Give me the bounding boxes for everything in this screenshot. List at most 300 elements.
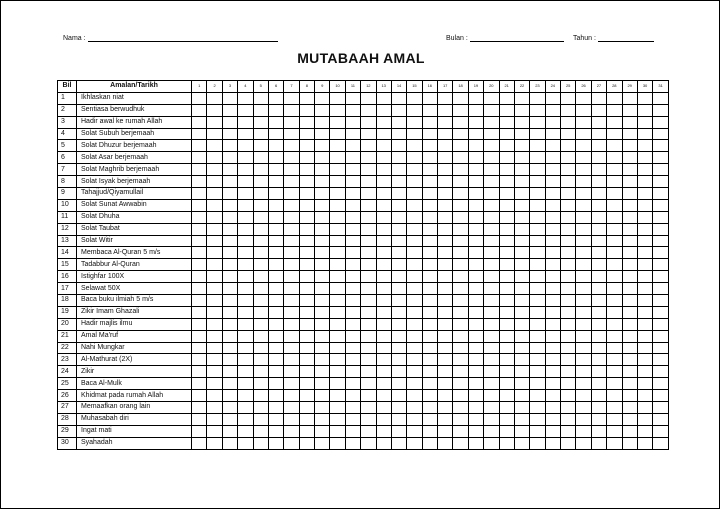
day-checkbox-cell[interactable] <box>345 164 360 176</box>
day-checkbox-cell[interactable] <box>299 402 314 414</box>
day-checkbox-cell[interactable] <box>453 176 468 188</box>
day-checkbox-cell[interactable] <box>284 104 299 116</box>
day-checkbox-cell[interactable] <box>207 199 222 211</box>
day-checkbox-cell[interactable] <box>607 247 622 259</box>
day-checkbox-cell[interactable] <box>468 223 483 235</box>
day-checkbox-cell[interactable] <box>576 342 591 354</box>
day-checkbox-cell[interactable] <box>468 164 483 176</box>
day-checkbox-cell[interactable] <box>330 259 345 271</box>
day-checkbox-cell[interactable] <box>453 271 468 283</box>
day-checkbox-cell[interactable] <box>422 354 437 366</box>
day-checkbox-cell[interactable] <box>468 366 483 378</box>
day-checkbox-cell[interactable] <box>530 425 545 437</box>
day-checkbox-cell[interactable] <box>468 390 483 402</box>
day-checkbox-cell[interactable] <box>238 283 253 295</box>
day-checkbox-cell[interactable] <box>653 306 669 318</box>
day-checkbox-cell[interactable] <box>207 318 222 330</box>
day-checkbox-cell[interactable] <box>637 92 652 104</box>
day-checkbox-cell[interactable] <box>484 176 499 188</box>
day-checkbox-cell[interactable] <box>591 283 606 295</box>
day-checkbox-cell[interactable] <box>653 92 669 104</box>
day-checkbox-cell[interactable] <box>268 306 283 318</box>
day-checkbox-cell[interactable] <box>422 128 437 140</box>
day-checkbox-cell[interactable] <box>253 211 268 223</box>
day-checkbox-cell[interactable] <box>268 390 283 402</box>
day-checkbox-cell[interactable] <box>622 283 637 295</box>
day-checkbox-cell[interactable] <box>407 235 422 247</box>
day-checkbox-cell[interactable] <box>468 330 483 342</box>
day-checkbox-cell[interactable] <box>468 199 483 211</box>
day-checkbox-cell[interactable] <box>407 437 422 449</box>
day-checkbox-cell[interactable] <box>607 318 622 330</box>
day-checkbox-cell[interactable] <box>591 330 606 342</box>
day-checkbox-cell[interactable] <box>514 295 529 307</box>
day-checkbox-cell[interactable] <box>268 283 283 295</box>
day-checkbox-cell[interactable] <box>545 354 560 366</box>
day-checkbox-cell[interactable] <box>622 128 637 140</box>
day-checkbox-cell[interactable] <box>299 330 314 342</box>
day-checkbox-cell[interactable] <box>499 271 514 283</box>
day-checkbox-cell[interactable] <box>591 247 606 259</box>
day-checkbox-cell[interactable] <box>637 330 652 342</box>
day-checkbox-cell[interactable] <box>222 306 237 318</box>
day-checkbox-cell[interactable] <box>268 366 283 378</box>
day-checkbox-cell[interactable] <box>376 247 391 259</box>
day-checkbox-cell[interactable] <box>330 390 345 402</box>
day-checkbox-cell[interactable] <box>545 342 560 354</box>
day-checkbox-cell[interactable] <box>345 366 360 378</box>
day-checkbox-cell[interactable] <box>576 283 591 295</box>
day-checkbox-cell[interactable] <box>622 306 637 318</box>
day-checkbox-cell[interactable] <box>238 306 253 318</box>
day-checkbox-cell[interactable] <box>207 413 222 425</box>
day-checkbox-cell[interactable] <box>607 271 622 283</box>
day-checkbox-cell[interactable] <box>361 378 376 390</box>
day-checkbox-cell[interactable] <box>207 152 222 164</box>
day-checkbox-cell[interactable] <box>391 116 406 128</box>
day-checkbox-cell[interactable] <box>468 437 483 449</box>
day-checkbox-cell[interactable] <box>530 104 545 116</box>
day-checkbox-cell[interactable] <box>530 188 545 200</box>
day-checkbox-cell[interactable] <box>222 188 237 200</box>
day-checkbox-cell[interactable] <box>315 152 330 164</box>
day-checkbox-cell[interactable] <box>545 223 560 235</box>
day-checkbox-cell[interactable] <box>530 92 545 104</box>
day-checkbox-cell[interactable] <box>192 211 207 223</box>
day-checkbox-cell[interactable] <box>284 199 299 211</box>
day-checkbox-cell[interactable] <box>391 199 406 211</box>
day-checkbox-cell[interactable] <box>391 92 406 104</box>
day-checkbox-cell[interactable] <box>530 295 545 307</box>
day-checkbox-cell[interactable] <box>376 366 391 378</box>
day-checkbox-cell[interactable] <box>591 366 606 378</box>
day-checkbox-cell[interactable] <box>484 354 499 366</box>
day-checkbox-cell[interactable] <box>484 116 499 128</box>
day-checkbox-cell[interactable] <box>315 164 330 176</box>
day-checkbox-cell[interactable] <box>192 164 207 176</box>
day-checkbox-cell[interactable] <box>545 425 560 437</box>
day-checkbox-cell[interactable] <box>622 164 637 176</box>
day-checkbox-cell[interactable] <box>637 211 652 223</box>
day-checkbox-cell[interactable] <box>622 271 637 283</box>
day-checkbox-cell[interactable] <box>438 295 453 307</box>
day-checkbox-cell[interactable] <box>268 342 283 354</box>
day-checkbox-cell[interactable] <box>376 271 391 283</box>
day-checkbox-cell[interactable] <box>530 318 545 330</box>
day-checkbox-cell[interactable] <box>576 366 591 378</box>
day-checkbox-cell[interactable] <box>192 140 207 152</box>
day-checkbox-cell[interactable] <box>222 152 237 164</box>
day-checkbox-cell[interactable] <box>438 247 453 259</box>
day-checkbox-cell[interactable] <box>453 247 468 259</box>
day-checkbox-cell[interactable] <box>268 152 283 164</box>
day-checkbox-cell[interactable] <box>192 390 207 402</box>
day-checkbox-cell[interactable] <box>315 342 330 354</box>
day-checkbox-cell[interactable] <box>499 413 514 425</box>
day-checkbox-cell[interactable] <box>591 104 606 116</box>
day-checkbox-cell[interactable] <box>345 283 360 295</box>
day-checkbox-cell[interactable] <box>637 176 652 188</box>
day-checkbox-cell[interactable] <box>284 295 299 307</box>
day-checkbox-cell[interactable] <box>345 259 360 271</box>
day-checkbox-cell[interactable] <box>453 223 468 235</box>
day-checkbox-cell[interactable] <box>315 199 330 211</box>
day-checkbox-cell[interactable] <box>637 342 652 354</box>
day-checkbox-cell[interactable] <box>376 295 391 307</box>
day-checkbox-cell[interactable] <box>545 390 560 402</box>
day-checkbox-cell[interactable] <box>315 92 330 104</box>
day-checkbox-cell[interactable] <box>453 413 468 425</box>
day-checkbox-cell[interactable] <box>345 92 360 104</box>
day-checkbox-cell[interactable] <box>376 188 391 200</box>
day-checkbox-cell[interactable] <box>530 378 545 390</box>
day-checkbox-cell[interactable] <box>653 164 669 176</box>
day-checkbox-cell[interactable] <box>299 413 314 425</box>
day-checkbox-cell[interactable] <box>361 128 376 140</box>
day-checkbox-cell[interactable] <box>591 354 606 366</box>
day-checkbox-cell[interactable] <box>192 199 207 211</box>
day-checkbox-cell[interactable] <box>361 342 376 354</box>
day-checkbox-cell[interactable] <box>438 104 453 116</box>
day-checkbox-cell[interactable] <box>222 259 237 271</box>
day-checkbox-cell[interactable] <box>207 425 222 437</box>
day-checkbox-cell[interactable] <box>207 259 222 271</box>
day-checkbox-cell[interactable] <box>207 330 222 342</box>
day-checkbox-cell[interactable] <box>407 140 422 152</box>
day-checkbox-cell[interactable] <box>361 295 376 307</box>
day-checkbox-cell[interactable] <box>391 271 406 283</box>
day-checkbox-cell[interactable] <box>299 235 314 247</box>
day-checkbox-cell[interactable] <box>545 176 560 188</box>
day-checkbox-cell[interactable] <box>499 283 514 295</box>
day-checkbox-cell[interactable] <box>376 223 391 235</box>
day-checkbox-cell[interactable] <box>361 437 376 449</box>
day-checkbox-cell[interactable] <box>576 92 591 104</box>
day-checkbox-cell[interactable] <box>438 199 453 211</box>
day-checkbox-cell[interactable] <box>591 271 606 283</box>
day-checkbox-cell[interactable] <box>253 295 268 307</box>
day-checkbox-cell[interactable] <box>637 259 652 271</box>
day-checkbox-cell[interactable] <box>361 425 376 437</box>
day-checkbox-cell[interactable] <box>422 152 437 164</box>
day-checkbox-cell[interactable] <box>561 259 576 271</box>
day-checkbox-cell[interactable] <box>391 378 406 390</box>
day-checkbox-cell[interactable] <box>376 413 391 425</box>
day-checkbox-cell[interactable] <box>576 318 591 330</box>
day-checkbox-cell[interactable] <box>268 259 283 271</box>
day-checkbox-cell[interactable] <box>622 390 637 402</box>
day-checkbox-cell[interactable] <box>468 318 483 330</box>
day-checkbox-cell[interactable] <box>530 437 545 449</box>
day-checkbox-cell[interactable] <box>484 342 499 354</box>
day-checkbox-cell[interactable] <box>407 152 422 164</box>
day-checkbox-cell[interactable] <box>207 176 222 188</box>
day-checkbox-cell[interactable] <box>607 235 622 247</box>
day-checkbox-cell[interactable] <box>253 188 268 200</box>
day-checkbox-cell[interactable] <box>576 425 591 437</box>
day-checkbox-cell[interactable] <box>192 128 207 140</box>
day-checkbox-cell[interactable] <box>545 318 560 330</box>
day-checkbox-cell[interactable] <box>284 116 299 128</box>
day-checkbox-cell[interactable] <box>438 188 453 200</box>
day-checkbox-cell[interactable] <box>284 378 299 390</box>
day-checkbox-cell[interactable] <box>499 402 514 414</box>
day-checkbox-cell[interactable] <box>499 295 514 307</box>
day-checkbox-cell[interactable] <box>530 176 545 188</box>
day-checkbox-cell[interactable] <box>637 235 652 247</box>
day-checkbox-cell[interactable] <box>530 390 545 402</box>
day-checkbox-cell[interactable] <box>499 152 514 164</box>
day-checkbox-cell[interactable] <box>591 235 606 247</box>
day-checkbox-cell[interactable] <box>376 211 391 223</box>
day-checkbox-cell[interactable] <box>561 295 576 307</box>
day-checkbox-cell[interactable] <box>391 402 406 414</box>
day-checkbox-cell[interactable] <box>514 128 529 140</box>
day-checkbox-cell[interactable] <box>391 247 406 259</box>
day-checkbox-cell[interactable] <box>391 437 406 449</box>
day-checkbox-cell[interactable] <box>407 354 422 366</box>
day-checkbox-cell[interactable] <box>484 306 499 318</box>
day-checkbox-cell[interactable] <box>561 306 576 318</box>
day-checkbox-cell[interactable] <box>253 283 268 295</box>
day-checkbox-cell[interactable] <box>653 378 669 390</box>
day-checkbox-cell[interactable] <box>222 390 237 402</box>
day-checkbox-cell[interactable] <box>407 271 422 283</box>
day-checkbox-cell[interactable] <box>637 318 652 330</box>
bulan-field[interactable] <box>446 33 564 42</box>
day-checkbox-cell[interactable] <box>530 235 545 247</box>
day-checkbox-cell[interactable] <box>438 128 453 140</box>
day-checkbox-cell[interactable] <box>391 425 406 437</box>
day-checkbox-cell[interactable] <box>545 164 560 176</box>
day-checkbox-cell[interactable] <box>253 318 268 330</box>
day-checkbox-cell[interactable] <box>561 247 576 259</box>
day-checkbox-cell[interactable] <box>284 402 299 414</box>
day-checkbox-cell[interactable] <box>637 402 652 414</box>
day-checkbox-cell[interactable] <box>561 330 576 342</box>
day-checkbox-cell[interactable] <box>637 390 652 402</box>
day-checkbox-cell[interactable] <box>591 164 606 176</box>
day-checkbox-cell[interactable] <box>653 152 669 164</box>
day-checkbox-cell[interactable] <box>514 354 529 366</box>
day-checkbox-cell[interactable] <box>192 402 207 414</box>
day-checkbox-cell[interactable] <box>238 425 253 437</box>
day-checkbox-cell[interactable] <box>361 413 376 425</box>
day-checkbox-cell[interactable] <box>345 247 360 259</box>
day-checkbox-cell[interactable] <box>299 128 314 140</box>
day-checkbox-cell[interactable] <box>315 128 330 140</box>
day-checkbox-cell[interactable] <box>222 318 237 330</box>
day-checkbox-cell[interactable] <box>514 116 529 128</box>
day-checkbox-cell[interactable] <box>238 176 253 188</box>
day-checkbox-cell[interactable] <box>637 104 652 116</box>
day-checkbox-cell[interactable] <box>407 402 422 414</box>
day-checkbox-cell[interactable] <box>361 188 376 200</box>
day-checkbox-cell[interactable] <box>561 378 576 390</box>
day-checkbox-cell[interactable] <box>284 354 299 366</box>
day-checkbox-cell[interactable] <box>453 306 468 318</box>
day-checkbox-cell[interactable] <box>576 402 591 414</box>
day-checkbox-cell[interactable] <box>499 354 514 366</box>
day-checkbox-cell[interactable] <box>376 164 391 176</box>
day-checkbox-cell[interactable] <box>268 413 283 425</box>
day-checkbox-cell[interactable] <box>453 354 468 366</box>
day-checkbox-cell[interactable] <box>561 235 576 247</box>
day-checkbox-cell[interactable] <box>407 128 422 140</box>
day-checkbox-cell[interactable] <box>468 354 483 366</box>
day-checkbox-cell[interactable] <box>192 330 207 342</box>
day-checkbox-cell[interactable] <box>391 318 406 330</box>
day-checkbox-cell[interactable] <box>453 330 468 342</box>
day-checkbox-cell[interactable] <box>576 140 591 152</box>
day-checkbox-cell[interactable] <box>576 247 591 259</box>
day-checkbox-cell[interactable] <box>407 413 422 425</box>
day-checkbox-cell[interactable] <box>499 366 514 378</box>
day-checkbox-cell[interactable] <box>391 342 406 354</box>
day-checkbox-cell[interactable] <box>207 283 222 295</box>
day-checkbox-cell[interactable] <box>315 354 330 366</box>
day-checkbox-cell[interactable] <box>453 378 468 390</box>
day-checkbox-cell[interactable] <box>391 354 406 366</box>
day-checkbox-cell[interactable] <box>438 306 453 318</box>
day-checkbox-cell[interactable] <box>622 116 637 128</box>
day-checkbox-cell[interactable] <box>453 390 468 402</box>
day-checkbox-cell[interactable] <box>591 140 606 152</box>
day-checkbox-cell[interactable] <box>653 235 669 247</box>
day-checkbox-cell[interactable] <box>207 116 222 128</box>
day-checkbox-cell[interactable] <box>330 104 345 116</box>
day-checkbox-cell[interactable] <box>637 413 652 425</box>
day-checkbox-cell[interactable] <box>422 92 437 104</box>
day-checkbox-cell[interactable] <box>391 413 406 425</box>
day-checkbox-cell[interactable] <box>622 176 637 188</box>
day-checkbox-cell[interactable] <box>299 425 314 437</box>
day-checkbox-cell[interactable] <box>422 199 437 211</box>
day-checkbox-cell[interactable] <box>438 152 453 164</box>
day-checkbox-cell[interactable] <box>376 342 391 354</box>
day-checkbox-cell[interactable] <box>637 116 652 128</box>
day-checkbox-cell[interactable] <box>299 199 314 211</box>
day-checkbox-cell[interactable] <box>484 366 499 378</box>
day-checkbox-cell[interactable] <box>484 390 499 402</box>
day-checkbox-cell[interactable] <box>192 425 207 437</box>
day-checkbox-cell[interactable] <box>422 413 437 425</box>
day-checkbox-cell[interactable] <box>330 354 345 366</box>
day-checkbox-cell[interactable] <box>545 283 560 295</box>
day-checkbox-cell[interactable] <box>407 378 422 390</box>
day-checkbox-cell[interactable] <box>530 342 545 354</box>
day-checkbox-cell[interactable] <box>468 152 483 164</box>
day-checkbox-cell[interactable] <box>192 223 207 235</box>
day-checkbox-cell[interactable] <box>545 188 560 200</box>
day-checkbox-cell[interactable] <box>622 259 637 271</box>
day-checkbox-cell[interactable] <box>330 318 345 330</box>
day-checkbox-cell[interactable] <box>253 366 268 378</box>
day-checkbox-cell[interactable] <box>499 199 514 211</box>
day-checkbox-cell[interactable] <box>361 116 376 128</box>
day-checkbox-cell[interactable] <box>238 199 253 211</box>
day-checkbox-cell[interactable] <box>453 366 468 378</box>
day-checkbox-cell[interactable] <box>514 330 529 342</box>
day-checkbox-cell[interactable] <box>607 223 622 235</box>
day-checkbox-cell[interactable] <box>545 402 560 414</box>
day-checkbox-cell[interactable] <box>530 259 545 271</box>
day-checkbox-cell[interactable] <box>253 437 268 449</box>
day-checkbox-cell[interactable] <box>422 295 437 307</box>
day-checkbox-cell[interactable] <box>238 247 253 259</box>
day-checkbox-cell[interactable] <box>391 104 406 116</box>
day-checkbox-cell[interactable] <box>561 140 576 152</box>
day-checkbox-cell[interactable] <box>453 342 468 354</box>
day-checkbox-cell[interactable] <box>438 330 453 342</box>
day-checkbox-cell[interactable] <box>607 188 622 200</box>
day-checkbox-cell[interactable] <box>530 223 545 235</box>
day-checkbox-cell[interactable] <box>438 283 453 295</box>
day-checkbox-cell[interactable] <box>192 354 207 366</box>
day-checkbox-cell[interactable] <box>561 413 576 425</box>
day-checkbox-cell[interactable] <box>238 235 253 247</box>
day-checkbox-cell[interactable] <box>561 223 576 235</box>
day-checkbox-cell[interactable] <box>361 354 376 366</box>
day-checkbox-cell[interactable] <box>514 318 529 330</box>
day-checkbox-cell[interactable] <box>207 306 222 318</box>
day-checkbox-cell[interactable] <box>299 164 314 176</box>
day-checkbox-cell[interactable] <box>299 366 314 378</box>
day-checkbox-cell[interactable] <box>622 318 637 330</box>
day-checkbox-cell[interactable] <box>468 104 483 116</box>
day-checkbox-cell[interactable] <box>545 378 560 390</box>
day-checkbox-cell[interactable] <box>222 283 237 295</box>
day-checkbox-cell[interactable] <box>330 402 345 414</box>
day-checkbox-cell[interactable] <box>284 164 299 176</box>
day-checkbox-cell[interactable] <box>253 164 268 176</box>
day-checkbox-cell[interactable] <box>315 390 330 402</box>
day-checkbox-cell[interactable] <box>514 342 529 354</box>
day-checkbox-cell[interactable] <box>299 378 314 390</box>
day-checkbox-cell[interactable] <box>284 235 299 247</box>
day-checkbox-cell[interactable] <box>637 188 652 200</box>
day-checkbox-cell[interactable] <box>238 366 253 378</box>
day-checkbox-cell[interactable] <box>315 176 330 188</box>
day-checkbox-cell[interactable] <box>561 176 576 188</box>
day-checkbox-cell[interactable] <box>653 223 669 235</box>
day-checkbox-cell[interactable] <box>545 104 560 116</box>
day-checkbox-cell[interactable] <box>330 92 345 104</box>
tahun-field[interactable] <box>573 33 654 42</box>
day-checkbox-cell[interactable] <box>376 104 391 116</box>
day-checkbox-cell[interactable] <box>653 211 669 223</box>
day-checkbox-cell[interactable] <box>407 306 422 318</box>
